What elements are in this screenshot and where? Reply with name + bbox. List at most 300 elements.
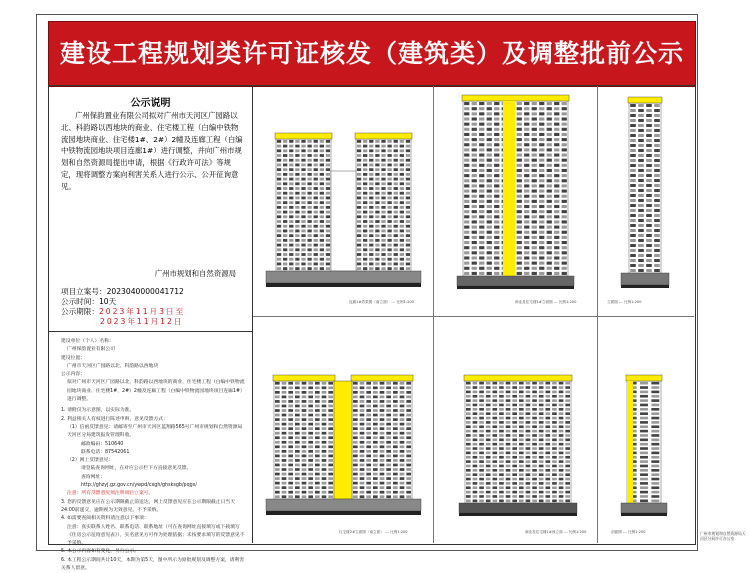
window xyxy=(492,469,497,472)
window xyxy=(406,239,410,242)
window xyxy=(630,229,636,232)
window xyxy=(282,396,287,399)
window xyxy=(307,173,311,176)
window xyxy=(466,473,471,476)
window xyxy=(524,179,529,182)
window xyxy=(651,399,659,402)
window xyxy=(630,184,636,187)
window xyxy=(526,495,531,498)
window xyxy=(320,267,324,270)
window xyxy=(369,230,373,233)
window xyxy=(499,465,504,468)
window xyxy=(532,246,537,249)
window xyxy=(295,491,300,494)
window xyxy=(547,220,552,223)
window xyxy=(375,253,379,256)
window xyxy=(295,414,300,417)
elevation-drawing-5 xyxy=(453,371,583,523)
window xyxy=(524,107,529,110)
window xyxy=(654,129,660,132)
window xyxy=(289,220,293,223)
window xyxy=(369,201,373,204)
window xyxy=(512,386,517,389)
window xyxy=(638,159,644,162)
window xyxy=(289,182,293,185)
window xyxy=(466,434,471,437)
window xyxy=(473,404,478,407)
window xyxy=(386,441,391,444)
window xyxy=(464,190,469,193)
window xyxy=(472,262,477,265)
window xyxy=(326,211,330,214)
window xyxy=(562,226,567,229)
window xyxy=(295,477,300,480)
window xyxy=(288,495,293,498)
window xyxy=(499,456,504,459)
window xyxy=(559,434,564,437)
window xyxy=(517,200,522,203)
window xyxy=(526,469,531,472)
window xyxy=(301,215,305,218)
window xyxy=(524,262,529,265)
window xyxy=(320,220,324,223)
window xyxy=(353,427,358,430)
window xyxy=(373,414,378,417)
window xyxy=(283,239,287,242)
window xyxy=(360,405,365,408)
window xyxy=(654,184,660,187)
window xyxy=(532,425,537,428)
window xyxy=(526,473,531,476)
window xyxy=(492,412,497,415)
window xyxy=(487,164,492,167)
window xyxy=(308,445,313,448)
window xyxy=(314,215,318,218)
window xyxy=(532,112,537,115)
window xyxy=(479,107,484,110)
window xyxy=(353,495,358,498)
window xyxy=(654,169,660,172)
window xyxy=(307,239,311,242)
window xyxy=(547,174,552,177)
window xyxy=(283,182,287,185)
window xyxy=(282,486,287,489)
window xyxy=(322,477,327,480)
window xyxy=(363,201,367,204)
window xyxy=(308,396,313,399)
window xyxy=(552,399,557,402)
window xyxy=(638,194,644,197)
window xyxy=(646,104,652,107)
window xyxy=(307,164,311,167)
window xyxy=(517,143,522,146)
window xyxy=(353,405,358,408)
window xyxy=(373,473,378,476)
window xyxy=(314,234,318,237)
window xyxy=(539,133,544,136)
window xyxy=(532,210,537,213)
window xyxy=(301,230,305,233)
form-link[interactable]: http://ghzyj.gz.gov.cn/ywpd/cxgh/ghsksgb/pqgs/ xyxy=(81,483,197,489)
window xyxy=(487,262,492,265)
window xyxy=(400,197,404,200)
window xyxy=(369,164,373,167)
window xyxy=(295,230,299,233)
window xyxy=(526,404,531,407)
window xyxy=(654,204,660,207)
window xyxy=(328,418,333,421)
window xyxy=(519,495,524,498)
window xyxy=(283,201,287,204)
window xyxy=(320,187,324,190)
window xyxy=(387,168,391,171)
period-value: 10天 xyxy=(98,297,117,306)
window xyxy=(400,418,405,421)
window xyxy=(360,386,365,389)
window xyxy=(539,220,544,223)
window xyxy=(307,225,311,228)
window xyxy=(301,201,305,204)
window xyxy=(295,468,300,471)
window xyxy=(512,434,517,437)
window xyxy=(638,264,644,267)
window xyxy=(466,386,471,389)
window xyxy=(487,200,492,203)
window xyxy=(464,138,469,141)
window xyxy=(314,230,318,233)
window xyxy=(357,164,361,167)
window xyxy=(486,404,491,407)
window xyxy=(532,205,537,208)
window xyxy=(366,495,371,498)
window xyxy=(386,445,391,448)
window xyxy=(406,486,411,489)
window xyxy=(630,269,636,272)
window xyxy=(369,263,373,266)
window xyxy=(519,425,524,428)
window xyxy=(353,441,358,444)
window xyxy=(552,382,557,385)
window xyxy=(638,209,644,212)
window xyxy=(512,395,517,398)
window xyxy=(545,386,550,389)
window xyxy=(532,386,537,389)
window xyxy=(517,112,522,115)
window xyxy=(646,194,652,197)
window xyxy=(381,206,385,209)
window xyxy=(562,159,567,162)
notice-heading: 公示说明 xyxy=(130,98,171,109)
window xyxy=(288,396,293,399)
window xyxy=(406,225,410,228)
window xyxy=(524,267,529,270)
window xyxy=(640,460,648,463)
window xyxy=(487,143,492,146)
window xyxy=(320,159,324,162)
window xyxy=(314,187,318,190)
window xyxy=(559,486,564,489)
window xyxy=(630,134,636,137)
window xyxy=(357,187,361,190)
window xyxy=(386,464,391,467)
window xyxy=(565,452,570,455)
window xyxy=(472,169,477,172)
window xyxy=(366,455,371,458)
window xyxy=(315,418,320,421)
window xyxy=(654,264,660,267)
window xyxy=(554,200,559,203)
window xyxy=(369,154,373,157)
window xyxy=(524,231,529,234)
window xyxy=(479,195,484,198)
window xyxy=(539,231,544,234)
window xyxy=(472,174,477,177)
roof-crown xyxy=(275,133,332,139)
window xyxy=(381,159,385,162)
window xyxy=(366,418,371,421)
window xyxy=(654,239,660,242)
window xyxy=(565,386,570,389)
window xyxy=(295,400,300,403)
window xyxy=(275,418,280,421)
window xyxy=(486,452,491,455)
window xyxy=(479,205,484,208)
window xyxy=(282,464,287,467)
window xyxy=(554,195,559,198)
window xyxy=(282,459,287,462)
window xyxy=(545,486,550,489)
window xyxy=(472,190,477,193)
window xyxy=(532,495,537,498)
window xyxy=(381,220,385,223)
window xyxy=(393,391,398,394)
window xyxy=(532,469,537,472)
window xyxy=(301,178,305,181)
window xyxy=(499,491,504,494)
window xyxy=(554,123,559,126)
window xyxy=(322,396,327,399)
window xyxy=(552,417,557,420)
window xyxy=(473,495,478,498)
window xyxy=(494,215,499,218)
window xyxy=(494,164,499,167)
window xyxy=(360,491,365,494)
window xyxy=(295,182,299,185)
window xyxy=(357,173,361,176)
window xyxy=(545,473,550,476)
window xyxy=(400,414,405,417)
window xyxy=(526,460,531,463)
window xyxy=(381,244,385,247)
window xyxy=(646,254,652,257)
window xyxy=(651,456,659,459)
window xyxy=(651,478,659,481)
window xyxy=(539,169,544,172)
window xyxy=(315,427,320,430)
window xyxy=(386,491,391,494)
window xyxy=(366,414,371,417)
window xyxy=(492,478,497,481)
window xyxy=(357,140,361,143)
window xyxy=(380,432,385,435)
window xyxy=(466,417,471,420)
window xyxy=(295,267,299,270)
window xyxy=(466,408,471,411)
window xyxy=(532,123,537,126)
window xyxy=(406,432,411,435)
window xyxy=(307,220,311,223)
window xyxy=(562,251,567,254)
window xyxy=(519,421,524,424)
window xyxy=(499,412,504,415)
window xyxy=(406,178,410,181)
window xyxy=(486,439,491,442)
window xyxy=(472,256,477,259)
range-end: 2023年11月12日 xyxy=(100,317,184,326)
window xyxy=(640,395,648,398)
window xyxy=(630,204,636,207)
window xyxy=(328,386,333,389)
window xyxy=(320,230,324,233)
podium xyxy=(266,499,421,511)
window xyxy=(320,225,324,228)
window xyxy=(651,421,659,424)
window xyxy=(400,423,405,426)
window xyxy=(380,409,385,412)
window xyxy=(479,164,484,167)
window xyxy=(486,382,491,385)
window xyxy=(473,430,478,433)
window xyxy=(539,210,544,213)
window xyxy=(363,178,367,181)
window xyxy=(328,459,333,462)
window xyxy=(400,192,404,195)
window xyxy=(381,192,385,195)
window xyxy=(479,154,484,157)
window xyxy=(373,477,378,480)
window xyxy=(320,215,324,218)
window xyxy=(283,234,287,237)
window xyxy=(552,460,557,463)
window xyxy=(487,128,492,131)
window xyxy=(532,241,537,244)
window xyxy=(393,405,398,408)
window xyxy=(526,412,531,415)
window xyxy=(363,225,367,228)
window xyxy=(517,190,522,193)
window xyxy=(539,123,544,126)
window xyxy=(486,473,491,476)
window xyxy=(375,197,379,200)
window xyxy=(375,225,379,228)
window xyxy=(283,220,287,223)
window xyxy=(630,254,636,257)
window xyxy=(539,205,544,208)
window xyxy=(295,391,300,394)
window xyxy=(366,445,371,448)
window xyxy=(565,382,570,385)
window xyxy=(366,468,371,471)
window xyxy=(277,182,281,185)
window xyxy=(651,473,659,476)
window xyxy=(373,418,378,421)
window xyxy=(328,486,333,489)
window xyxy=(393,491,398,494)
window xyxy=(301,206,305,209)
window xyxy=(539,478,544,481)
window xyxy=(562,138,567,141)
window xyxy=(400,230,404,233)
window xyxy=(487,133,492,136)
window xyxy=(492,460,497,463)
window xyxy=(466,495,471,498)
window xyxy=(487,107,492,110)
window xyxy=(487,123,492,126)
window xyxy=(479,456,484,459)
window xyxy=(539,460,544,463)
window xyxy=(360,396,365,399)
window xyxy=(400,140,404,143)
window xyxy=(539,452,544,455)
window xyxy=(638,269,644,272)
window xyxy=(499,430,504,433)
window xyxy=(326,215,330,218)
window xyxy=(512,447,517,450)
window xyxy=(487,241,492,244)
window xyxy=(532,200,537,203)
drawing-caption: 剖面图 --- 比例1:200 xyxy=(611,530,646,534)
window xyxy=(295,382,300,385)
window xyxy=(400,234,404,237)
window xyxy=(360,423,365,426)
window xyxy=(532,439,537,442)
window xyxy=(353,477,358,480)
window xyxy=(302,386,307,389)
window xyxy=(464,226,469,229)
window xyxy=(499,425,504,428)
window xyxy=(363,145,367,148)
window xyxy=(486,391,491,394)
window xyxy=(277,258,281,261)
window xyxy=(314,154,318,157)
window xyxy=(512,491,517,494)
window xyxy=(314,178,318,181)
window xyxy=(400,491,405,494)
window xyxy=(562,231,567,234)
window xyxy=(328,423,333,426)
window xyxy=(526,425,531,428)
window xyxy=(547,169,552,172)
window xyxy=(646,144,652,147)
window xyxy=(517,226,522,229)
window xyxy=(519,469,524,472)
window xyxy=(373,459,378,462)
window xyxy=(394,230,398,233)
window xyxy=(512,473,517,476)
window xyxy=(539,465,544,468)
window xyxy=(545,417,550,420)
window xyxy=(369,182,373,185)
window xyxy=(363,154,367,157)
window xyxy=(315,441,320,444)
window xyxy=(512,439,517,442)
window xyxy=(406,423,411,426)
window xyxy=(314,267,318,270)
window xyxy=(380,427,385,430)
window xyxy=(651,452,659,455)
window xyxy=(400,159,404,162)
window xyxy=(357,267,361,270)
